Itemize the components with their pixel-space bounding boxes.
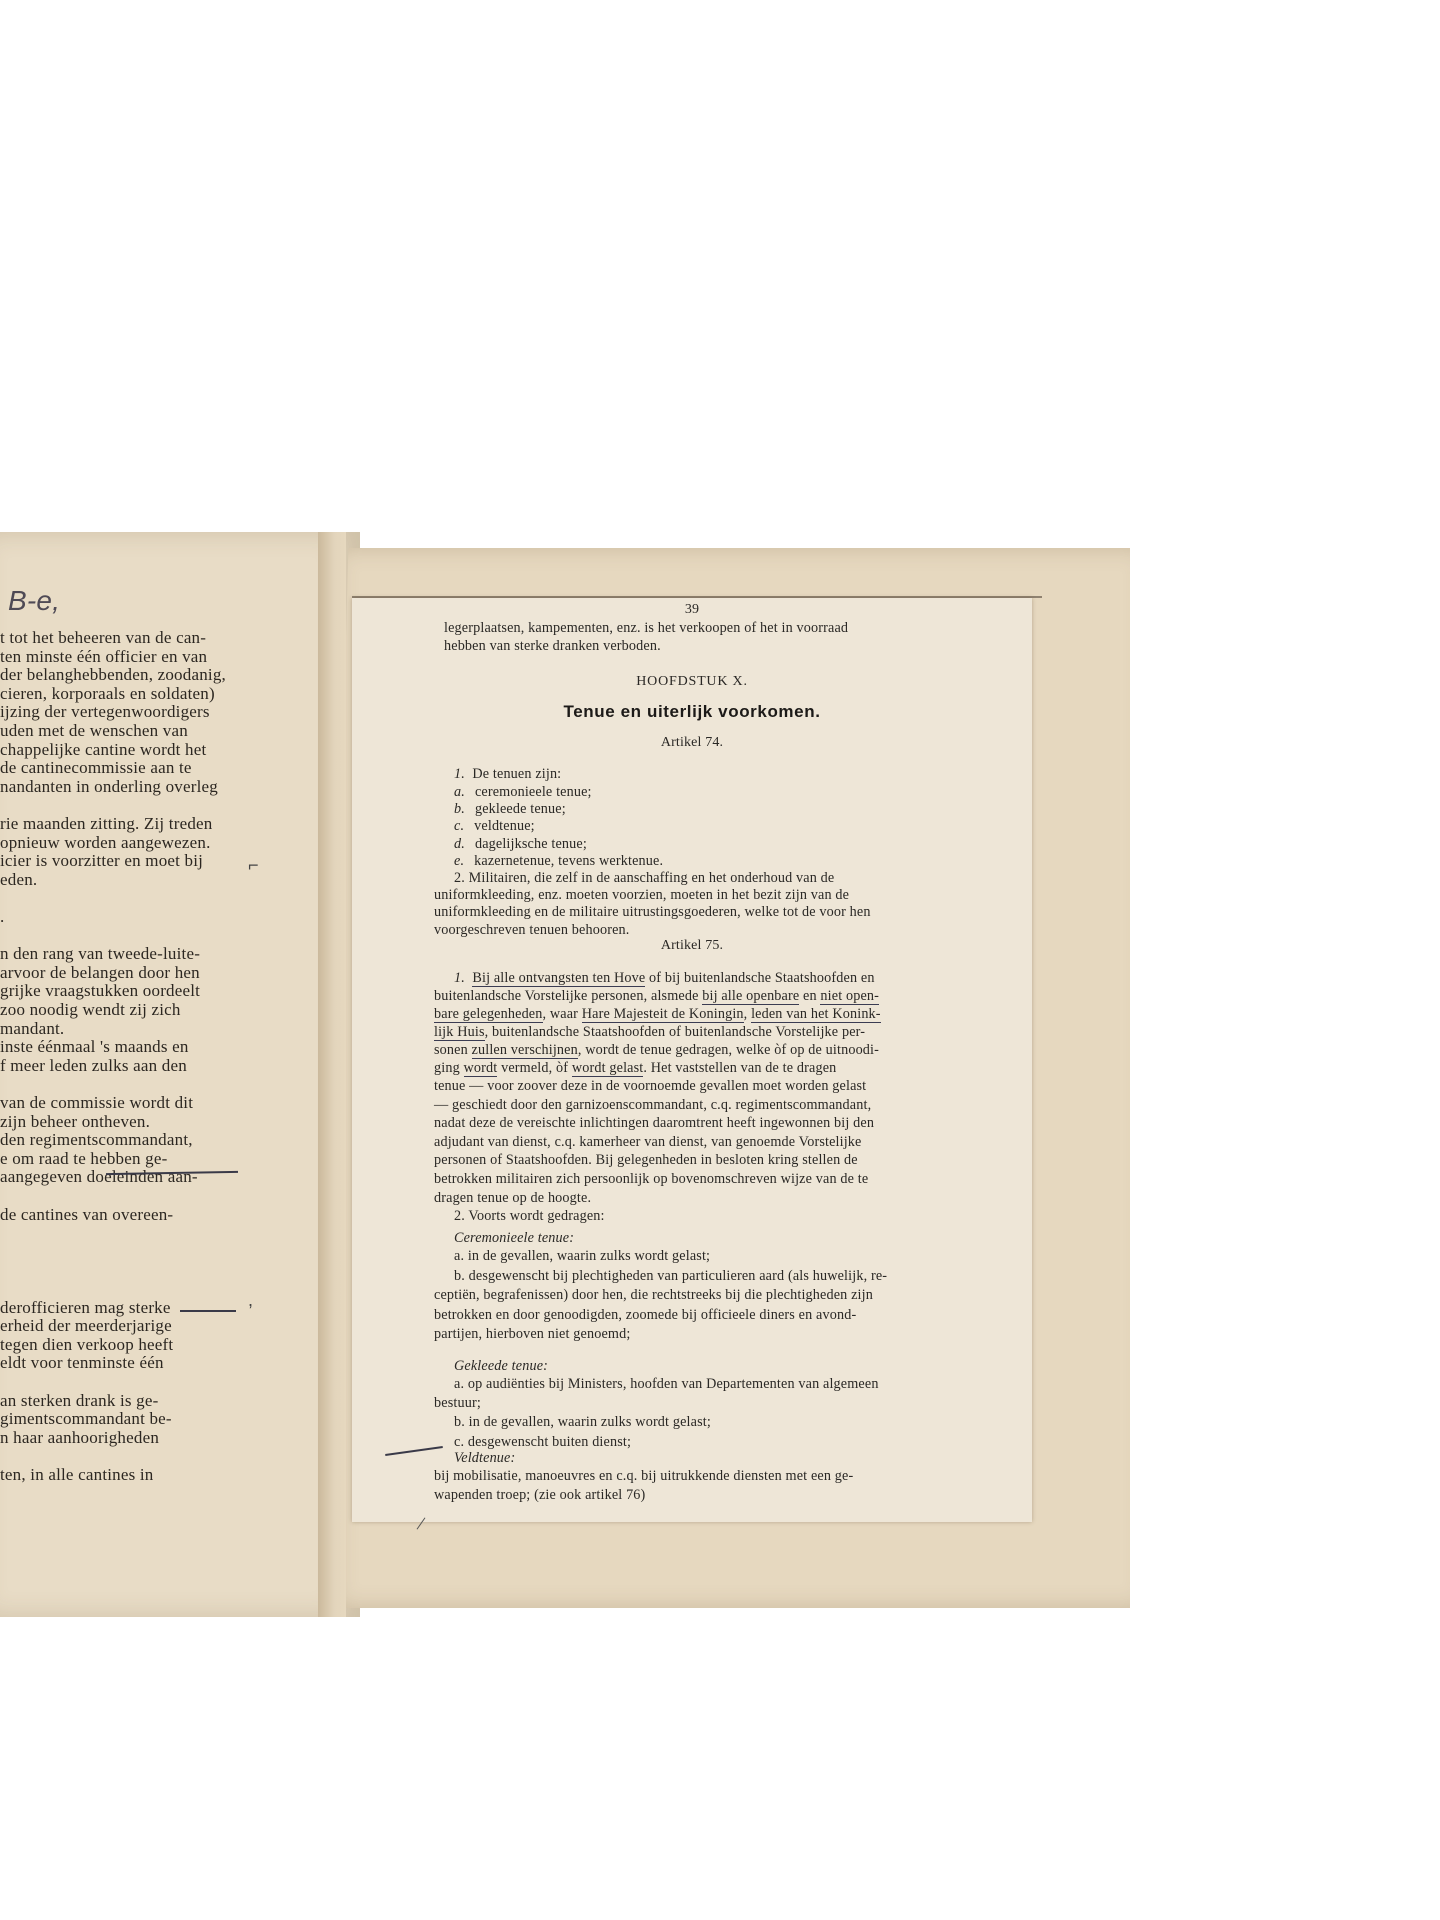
article-line [434, 1024, 865, 1041]
left-page-line: . [0, 907, 5, 926]
left-page-line: grijke vraagstukken oordeelt [0, 981, 201, 1001]
paragraph-text: De tenuen zijn: [472, 766, 562, 782]
intro-line: hebben van sterke dranken verboden. [444, 638, 661, 654]
article-line: uniformkleeding, enz. moeten voorzien, moeten in het bezit zijn van de [434, 887, 850, 904]
line-text: of bij buitenlandsche Staatshoofden en [645, 970, 875, 986]
article-line: — geschiedt door den garnizoenscommandant, c.q. regimentscommandant, [434, 1096, 872, 1113]
section-title: Tenue en uiterlijk voorkomen. [563, 702, 821, 721]
article-line: wapenden troep; (zie ook artikel 76) [434, 1486, 646, 1503]
left-page-line: arvoor de belangen door hen [0, 962, 200, 982]
article-line: bestuur; [434, 1395, 481, 1412]
paragraph-number: 1. [454, 970, 465, 986]
tenue-list-item [454, 801, 566, 818]
item-text: veldtenue; [474, 818, 535, 835]
left-page-line: mandant. [0, 1018, 65, 1038]
left-page-line: erheid der meerderjarige [0, 1316, 172, 1336]
left-page-line: ijzing der vertegenwoordigers [0, 702, 210, 722]
item-letter: c. [454, 818, 465, 835]
article-line: ceptiën, begrafenissen) door hen, die rechtstreeks bij die plechtigheden zijn [434, 1287, 873, 1304]
tenue-list-item [454, 784, 592, 801]
left-page-line: ten, in alle cantines in [0, 1465, 154, 1484]
left-page-line: n den rang van tweede-luite- [0, 944, 201, 964]
article-line: uniformkleeding en de militaire uitrustingsgoederen, welke tot de voor hen [434, 904, 871, 921]
article-line: b. in de gevallen, waarin zulks wordt gelast; [454, 1414, 711, 1431]
article-line: betrokken militairen zich persoonlijk op bovenomschreven wijze van de te [434, 1171, 869, 1187]
left-page-line: derofficieren mag sterke [0, 1297, 171, 1317]
article-line [434, 1042, 879, 1059]
article-line: nadat deze de vereischte inlichtingen daaromtrent heeft ingewonnen bij den [434, 1115, 875, 1132]
left-page-line: icier is voorzitter en moet bij [0, 851, 204, 871]
item-letter: d. [454, 835, 465, 852]
pen-tick-mark: ⌐ [248, 855, 259, 875]
underlined-text: leden van het Konink- [751, 1006, 881, 1022]
article-line: a. op audiënties bij Ministers, hoofden van Departementen van algemeen [454, 1376, 879, 1392]
item-text: ceremonieele tenue; [474, 784, 592, 800]
line-text: , buitenlandsche Staatshoofden of buitenlandsche Vorstelijke per- [484, 1024, 866, 1040]
article-line [454, 970, 875, 987]
line-text: . Het vaststellen van de te dragen [643, 1060, 837, 1076]
article-line: c. desgewenscht buiten dienst; [454, 1433, 632, 1450]
item-letter: e. [454, 852, 465, 869]
article-line [434, 988, 879, 1005]
item-text: dagelijksche tenue; [474, 835, 587, 852]
page-number: 39 [684, 602, 700, 617]
left-page-line: van de commissie wordt dit [0, 1093, 194, 1112]
article-line: 2. Voorts wordt gedragen: [454, 1208, 605, 1225]
line-text: vermeld, òf [497, 1060, 572, 1076]
article-line: a. in de gevallen, waarin zulks wordt gelast; [454, 1248, 711, 1264]
tenue-list-item [454, 818, 535, 835]
article-line: bij mobilisatie, manoeuvres en c.q. bij uitrukkende diensten met een ge- [434, 1468, 854, 1484]
line-text: , waar [542, 1006, 582, 1022]
underlined-text: niet open- [820, 988, 880, 1004]
left-page-line: de cantinecommissie aan te [0, 758, 192, 778]
article-line: adjudant van dienst, c.q. kamerheer van dienst, van genoemde Vorstelijke [434, 1133, 862, 1150]
line-text: buitenlandsche Vorstelijke personen, alsmede [434, 988, 703, 1004]
line-text: sonen [434, 1042, 472, 1058]
article-line: betrokken en door genoodigden, zoomede bij officieele diners en avond- [434, 1306, 857, 1323]
article-line: partijen, hierboven niet genoemd; [434, 1326, 631, 1343]
article-line: tenue — voor zoover deze in de voornoemde gevallen moet worden gelast [434, 1078, 867, 1094]
left-page-line: chappelijke cantine wordt het [0, 739, 207, 759]
left-page-line: uden met de wenschen van [0, 721, 188, 740]
item-text: gekleede tenue; [474, 801, 566, 818]
line-text: ging [434, 1060, 464, 1076]
subheading-gekleede: Gekleede tenue: [454, 1358, 549, 1374]
tenue-list-item [454, 853, 663, 870]
left-page-line: inste éénmaal 's maands en [0, 1037, 189, 1057]
line-text: , wordt de tenue gedragen, welke òf op de uitnoodi- [577, 1042, 880, 1058]
line-text: en [799, 988, 821, 1004]
left-page-line: gimentscommandant be- [0, 1409, 172, 1429]
left-page-line: den regimentscommandant, [0, 1130, 193, 1150]
left-page-line: rie maanden zitting. Zij treden [0, 814, 213, 833]
article-line [454, 766, 561, 783]
underlined-text: wordt [463, 1060, 498, 1076]
subheading-ceremonieele: Ceremonieele tenue: [454, 1230, 575, 1246]
article-line: voorgeschreven tenuen behooren. [434, 921, 630, 938]
article-line [434, 1060, 836, 1077]
article-heading: Artikel 75. [660, 938, 724, 953]
left-page-line: aangegeven doeleinden aan- [0, 1167, 198, 1187]
subheading-veldtenue: Veldtenue: [454, 1450, 516, 1466]
chapter-heading: HOOFDSTUK X. [636, 674, 748, 689]
underlined-text: Bij alle ontvangsten ten Hove [472, 970, 646, 986]
item-text: kazernetenue, tevens werktenue. [474, 852, 664, 869]
left-page-line: tegen dien verkoop heeft [0, 1334, 174, 1354]
underlined-text: lijk Huis [434, 1024, 485, 1040]
underlined-text: wordt gelast [571, 1060, 644, 1076]
article-line: dragen tenue op de hoogte. [434, 1189, 592, 1206]
book-gutter [318, 532, 346, 1617]
article-line: personen of Staatshoofden. Bij gelegenheden in besloten kring stellen de [434, 1152, 858, 1169]
left-page-line: e om raad te hebben ge- [0, 1148, 168, 1168]
article-line: b. desgewenscht bij plechtigheden van particulieren aard (als huwelijk, re- [454, 1267, 888, 1284]
left-page-line: ten minste één officier en van [0, 646, 208, 666]
paragraph-number: 1. [454, 766, 465, 782]
left-page-line: de cantines van overeen- [0, 1204, 174, 1224]
left-page-line: cieren, korporaals en soldaten) [0, 683, 215, 703]
pen-underline [180, 1310, 236, 1312]
intro-line: legerplaatsen, kampementen, enz. is het verkoopen of het in voorraad [444, 620, 849, 636]
item-letter: b. [454, 801, 465, 818]
article-line [434, 1006, 881, 1023]
article-line: 2. Militairen, die zelf in de aanschaffing en het onderhoud van de [454, 870, 835, 886]
left-page-line: eldt voor tenminste één [0, 1353, 164, 1373]
line-text: , [743, 1006, 752, 1022]
left-page-line: zijn beheer ontheven. [0, 1111, 151, 1131]
handwritten-note: B-e, [8, 585, 61, 616]
underlined-text: Hare Majesteit de Koningin [581, 1006, 744, 1022]
underlined-text: zullen verschijnen [471, 1042, 578, 1058]
pen-mark: , [248, 1290, 254, 1310]
pasted-sheet [352, 598, 1032, 1522]
left-page-line: eden. [0, 869, 38, 889]
left-page-line: t tot het beheeren van de can- [0, 628, 207, 647]
left-page-line: an sterken drank is ge- [0, 1390, 159, 1410]
left-page-line: nandanten in onderling overleg [0, 776, 218, 796]
left-page-line: f meer leden zulks aan den [0, 1055, 187, 1075]
tenue-list-item [454, 836, 587, 853]
left-page-line: zoo noodig wendt zij zich [0, 1000, 181, 1019]
underlined-text: bare gelegenheden [434, 1006, 543, 1022]
left-page-line: opnieuw worden aangewezen. [0, 832, 211, 852]
article-heading: Artikel 74. [660, 735, 724, 750]
underlined-text: bij alle openbare [702, 988, 800, 1004]
left-page-line: n haar aanhoorigheden [0, 1427, 160, 1447]
item-letter: a. [454, 784, 465, 800]
left-page-line: der belanghebbenden, zoodanig, [0, 665, 226, 685]
